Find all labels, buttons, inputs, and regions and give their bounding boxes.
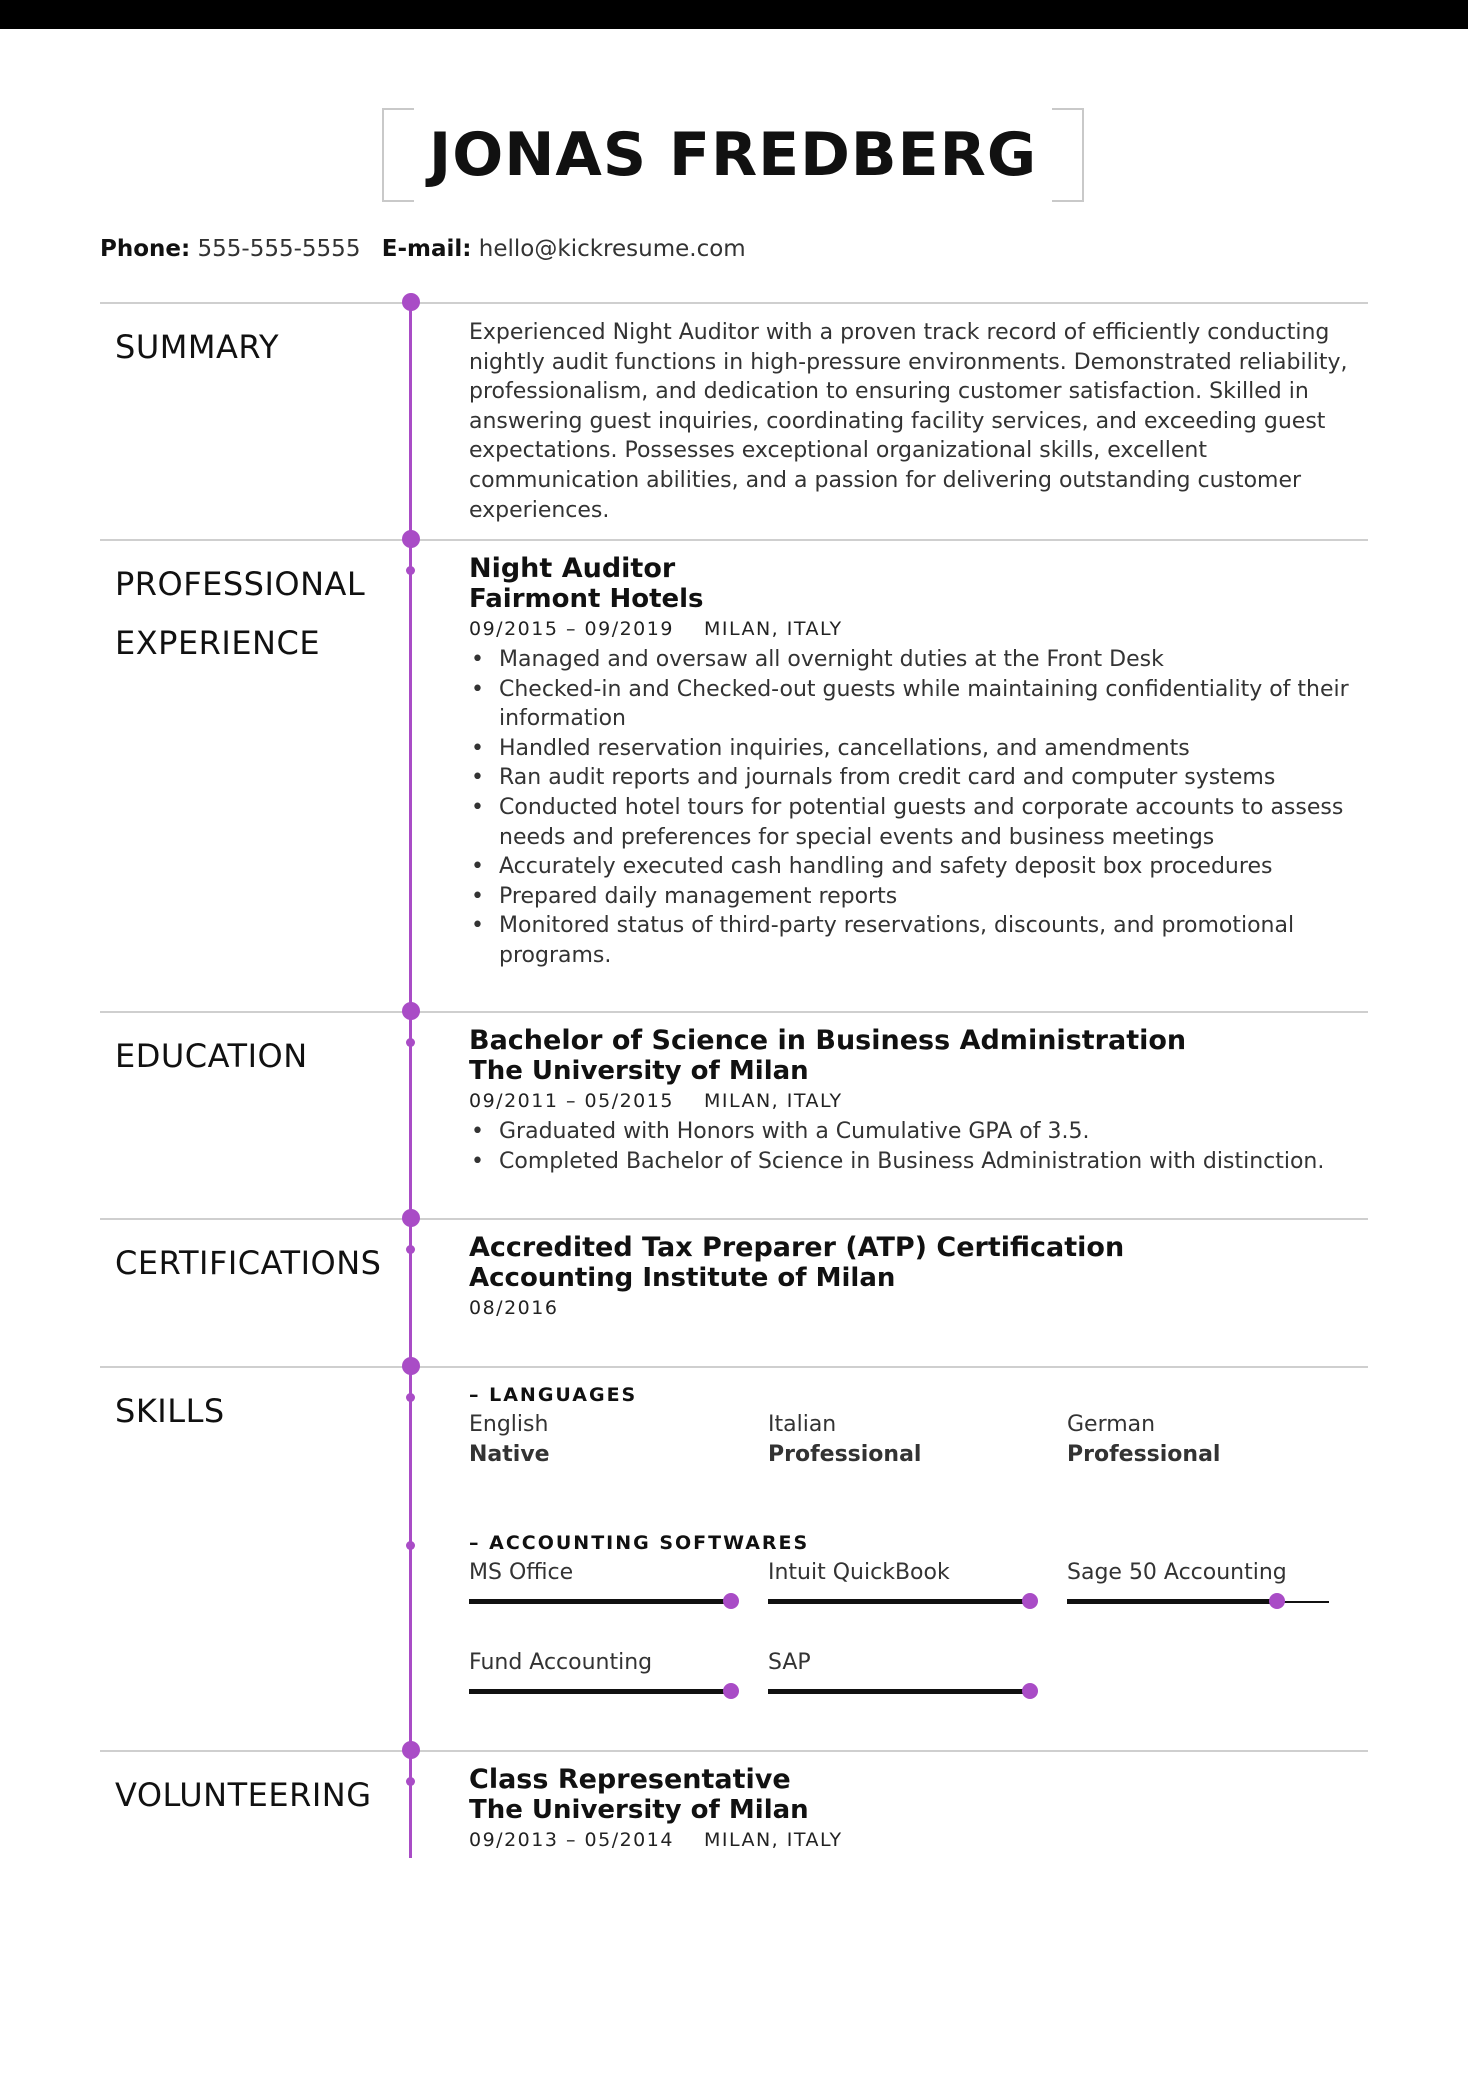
list-item: • Handled reservation inquiries, cancellations, and amendments: [469, 734, 1369, 764]
education-bullets: [469, 1117, 1369, 1176]
skill-bar: [469, 1590, 731, 1612]
software-name: Fund Accounting: [469, 1650, 653, 1675]
degree-title: Bachelor of Science in Business Administration: [469, 1025, 1187, 1056]
divider-skills: [100, 1366, 1368, 1368]
volunteer-meta: [469, 1826, 1369, 1854]
languages-grid: [469, 1410, 1369, 1470]
timeline-dot: [402, 293, 420, 311]
timeline-dot: [402, 530, 420, 548]
volunteering-title: VOLUNTEERING: [115, 1776, 372, 1814]
top-bar: [0, 0, 1468, 29]
job-dates: 09/2015 – 09/2019: [469, 618, 674, 640]
education-dates: 09/2011 – 05/2015: [469, 1090, 674, 1112]
list-item: • Managed and oversaw all overnight duties at the Front Desk: [469, 645, 1369, 675]
timeline-subdot: [406, 1777, 415, 1786]
skill-knob: [723, 1683, 739, 1699]
language-level: Native: [469, 1442, 550, 1467]
timeline-dot: [402, 1209, 420, 1227]
volunteering-section: [469, 1765, 1369, 1854]
language-name: English: [469, 1412, 549, 1437]
software-name: MS Office: [469, 1560, 574, 1585]
list-item: • Prepared daily management reports: [469, 882, 1369, 912]
summary-text: Experienced Night Auditor with a proven track record of efficiently conducting nightly audit functions in high-pressure environments. Demonstrated reliability, professionalism, and dedication to ensuring customer satisfaction. Skilled in answering guest inquiries, coordinating facility services, and exceeding guest expectations. Possesses exceptional organizational skills, excellent communication abilities, and a passion for delivering outstanding customer experiences.: [469, 320, 1348, 523]
skills-title: SKILLS: [115, 1392, 225, 1430]
candidate-name: JONAS FREDBERG: [428, 120, 1038, 190]
summary-title: SUMMARY: [115, 328, 280, 366]
list-item: • Completed Bachelor of Science in Business Administration with distinction.: [469, 1147, 1369, 1177]
list-item: • Graduated with Honors with a Cumulative GPA of 3.5.: [469, 1117, 1369, 1147]
email-label: E-mail:: [381, 236, 472, 262]
skill-bar: [768, 1680, 1030, 1702]
language-name: German: [1067, 1412, 1156, 1437]
divider-education: [100, 1011, 1368, 1013]
timeline-subdot: [406, 1245, 415, 1254]
software-name: Sage 50 Accounting: [1067, 1560, 1287, 1585]
skill-bar: [1067, 1590, 1329, 1612]
education-section: [469, 1026, 1369, 1176]
skill-knob: [723, 1593, 739, 1609]
language-level: Professional: [768, 1442, 922, 1467]
list-item: • Accurately executed cash handling and safety deposit box procedures: [469, 852, 1369, 882]
list-item: • Monitored status of third-party reservations, discounts, and promotional programs.: [469, 911, 1369, 970]
divider-experience: [100, 539, 1368, 541]
list-item: • Checked-in and Checked-out guests while maintaining confidentiality of their information: [469, 675, 1369, 734]
language-level: Professional: [1067, 1442, 1221, 1467]
email-value: hello@kickresume.com: [478, 236, 746, 262]
phone-value: 555-555-5555: [197, 236, 361, 262]
education-meta: [469, 1087, 1369, 1115]
skill-bar: [768, 1590, 1030, 1612]
timeline-subdot: [406, 1038, 415, 1047]
education-location: MILAN, ITALY: [703, 1090, 843, 1112]
name-header: [382, 108, 1084, 202]
language-item: [768, 1410, 1067, 1470]
volunteer-org: The University of Milan: [469, 1795, 809, 1825]
skill-bar: [469, 1680, 731, 1702]
certifications-section: [469, 1233, 1369, 1322]
software-item: [469, 1648, 768, 1702]
education-title: EDUCATION: [115, 1037, 308, 1075]
timeline-dot: [402, 1002, 420, 1020]
certification-name: Accredited Tax Preparer (ATP) Certification: [469, 1232, 1125, 1263]
divider-volunteering: [100, 1750, 1368, 1752]
software-name: SAP: [768, 1650, 811, 1675]
list-item: • Ran audit reports and journals from credit card and computer systems: [469, 763, 1369, 793]
employer: Fairmont Hotels: [469, 584, 704, 614]
timeline-subdot: [406, 566, 415, 575]
volunteer-location: MILAN, ITALY: [703, 1829, 843, 1851]
experience-section: [469, 554, 1369, 971]
phone-label: Phone:: [100, 236, 191, 262]
software-item: [1067, 1558, 1366, 1612]
certification-issuer: Accounting Institute of Milan: [469, 1263, 896, 1293]
language-name: Italian: [768, 1412, 837, 1437]
job-bullets: [469, 645, 1369, 971]
certification-date: 08/2016: [469, 1297, 559, 1319]
skills-software: [469, 1532, 1369, 1702]
software-row-1: [469, 1558, 1369, 1612]
timeline-dot: [402, 1357, 420, 1375]
timeline-dot: [402, 1741, 420, 1759]
software-item: [768, 1558, 1067, 1612]
volunteer-role: Class Representative: [469, 1764, 791, 1795]
software-item: [469, 1558, 768, 1612]
divider-certifications: [100, 1218, 1368, 1220]
software-row-2: [469, 1648, 1369, 1702]
software-heading: – ACCOUNTING SOFTWARES: [469, 1532, 810, 1554]
experience-title-line2: EXPERIENCE: [115, 624, 321, 662]
timeline-subdot: [406, 1393, 415, 1402]
skill-knob: [1269, 1593, 1285, 1609]
experience-title-line1: PROFESSIONAL: [115, 565, 366, 603]
languages-heading: – LANGUAGES: [469, 1384, 638, 1406]
divider-summary: [100, 302, 1368, 304]
experience-title: [115, 555, 365, 673]
skill-knob: [1022, 1683, 1038, 1699]
school: The University of Milan: [469, 1056, 809, 1086]
certifications-title: CERTIFICATIONS: [115, 1244, 382, 1282]
language-item: [1067, 1410, 1366, 1470]
job-title: Night Auditor: [469, 553, 676, 584]
volunteer-dates: 09/2013 – 05/2014: [469, 1829, 674, 1851]
contact-line: [100, 236, 746, 262]
summary-section: [469, 318, 1369, 525]
job-location: MILAN, ITALY: [703, 618, 843, 640]
skills-languages: [469, 1384, 1369, 1470]
skill-knob: [1022, 1593, 1038, 1609]
job-meta: [469, 615, 1369, 643]
software-name: Intuit QuickBook: [768, 1560, 950, 1585]
list-item: • Conducted hotel tours for potential guests and corporate accounts to assess needs and preferences for special events and business meetings: [469, 793, 1369, 852]
language-item: [469, 1410, 768, 1470]
software-item: [768, 1648, 1067, 1702]
timeline-subdot: [406, 1541, 415, 1550]
